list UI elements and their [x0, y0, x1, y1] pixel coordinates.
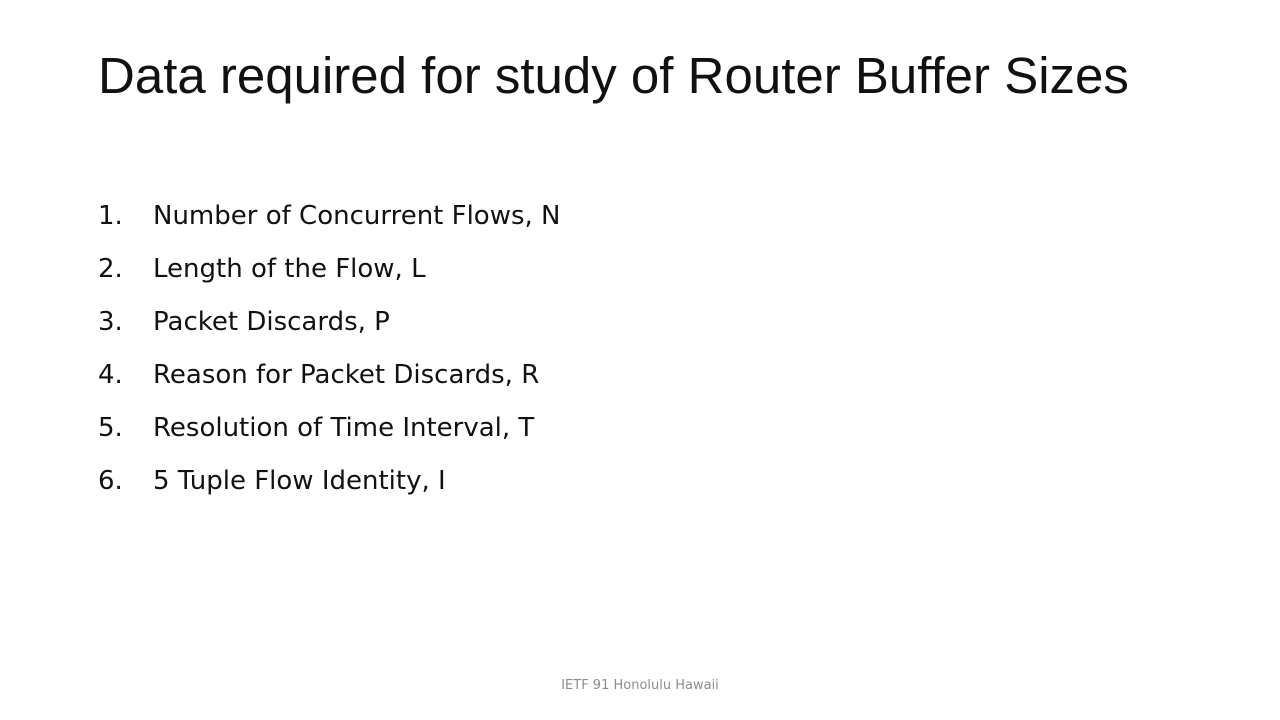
data-requirements-list: [98, 193, 561, 511]
list-item-number: 2.: [98, 254, 123, 284]
list-item-label: Number of Concurrent Flows, N: [153, 201, 561, 231]
list-item-number: 3.: [98, 307, 123, 337]
list-item-label: 5 Tuple Flow Identity, I: [153, 466, 446, 496]
list-item-label: Length of the Flow, L: [153, 254, 426, 284]
list-item: [98, 458, 561, 511]
list-item: [98, 299, 561, 352]
list-item-label: Resolution of Time Interval, T: [153, 413, 535, 443]
list-item: [98, 246, 561, 299]
list-item-number: 4.: [98, 360, 123, 390]
list-item-number: 1.: [98, 201, 123, 231]
list-item-label: Reason for Packet Discards, R: [153, 360, 540, 390]
list-item: [98, 352, 561, 405]
list-item: [98, 193, 561, 246]
list-item-number: 6.: [98, 466, 123, 496]
slide-footer: IETF 91 Honolulu Hawaii: [561, 678, 719, 693]
list-item-number: 5.: [98, 413, 123, 443]
list-item: [98, 405, 561, 458]
slide-title: Data required for study of Router Buffer Sizes: [98, 47, 1129, 104]
list-item-label: Packet Discards, P: [153, 307, 390, 337]
